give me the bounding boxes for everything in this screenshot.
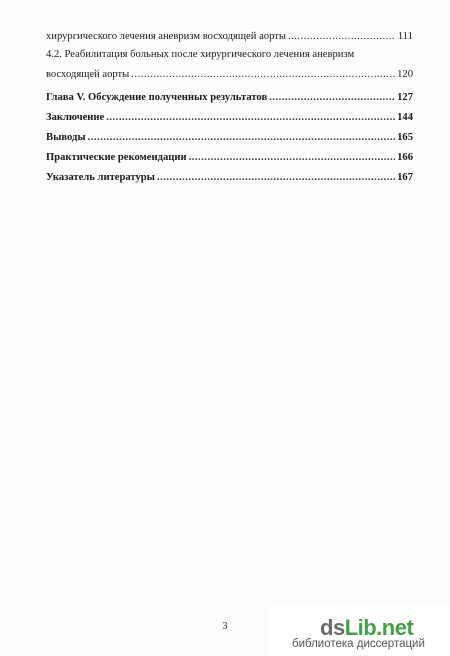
toc-entry-page: 120 [397,69,413,80]
toc-entry-recommendations [46,151,413,164]
watermark-logo: dsLib.net [320,615,414,640]
toc-entry-text: Глава V. Обсуждение полученных результатов [46,92,268,103]
toc-entry-chapter-5 [46,91,413,104]
toc-entry-text: Указатель литературы [46,172,155,183]
toc-entry-4-1-cont [46,30,413,43]
toc-entry-page: 166 [397,152,413,163]
toc-entry-page: 111 [397,31,413,42]
toc-leader [269,91,395,104]
dslib-watermark [268,605,450,656]
toc-entry-findings [46,131,413,144]
toc-entry-4-2 [46,48,354,61]
table-of-contents [0,0,450,200]
toc-leader [88,131,396,144]
watermark-subtitle: библиотека диссертаций [292,638,425,650]
toc-entry-references [46,171,413,184]
toc-entry-text: Выводы [46,132,86,143]
toc-entry-text: 4.2. Реабилитация больных после хирургического лечения аневризм [46,49,355,60]
toc-leader [157,171,395,184]
toc-entry-page: 144 [397,112,413,123]
toc-entry-text: восходящей аорты [46,69,130,80]
toc-entry-page: 167 [397,172,413,183]
toc-leader [131,68,395,81]
toc-entry-text: Заключение [46,112,105,123]
toc-entry-text: Практические рекомендации [46,152,187,163]
toc-entry-4-2-cont [46,68,413,81]
toc-entry-page: 165 [397,132,413,143]
toc-leader [288,30,396,43]
toc-leader [189,151,396,164]
toc-entry-page: 127 [397,92,413,103]
page-number: 3 [222,621,228,632]
toc-entry-conclusion [46,111,413,124]
toc-entry-text: хирургического лечения аневризм восходящей аорты [46,31,286,42]
toc-leader [106,111,395,124]
